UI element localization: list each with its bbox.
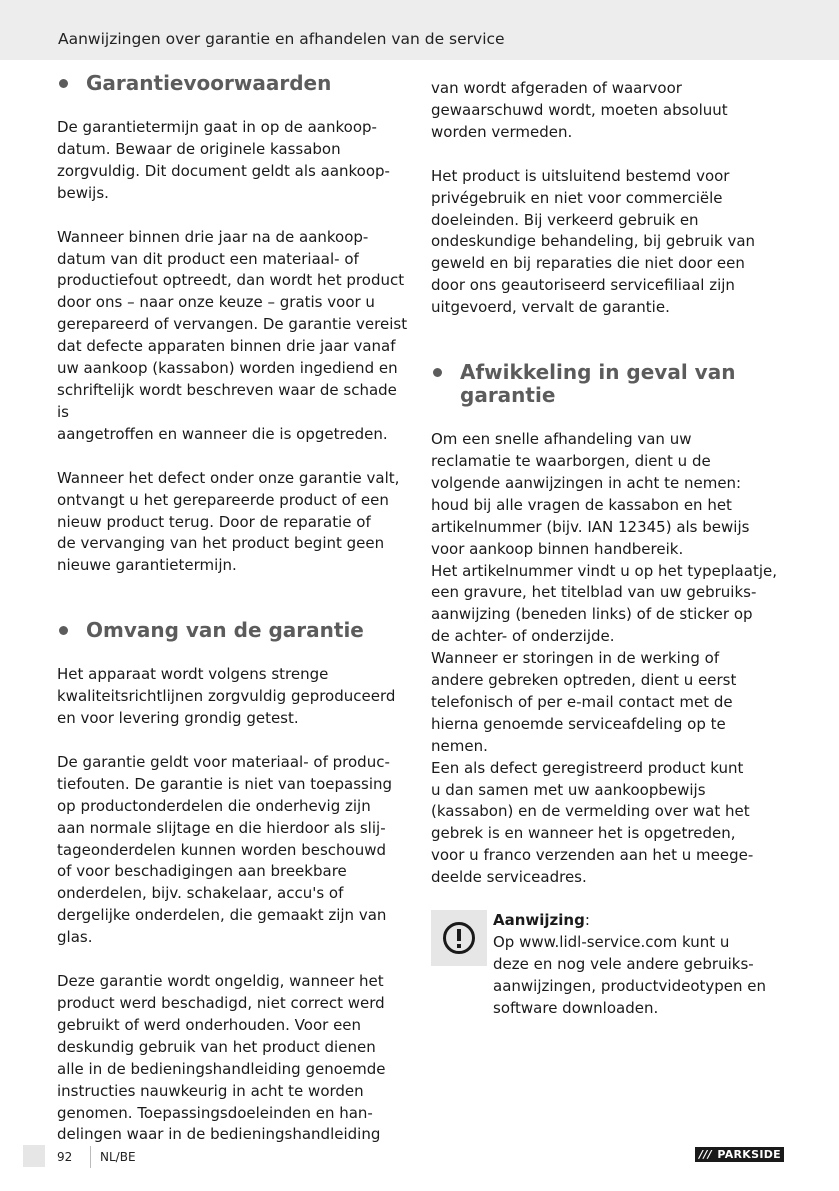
right-column [431, 78, 791, 1020]
note-title: Aanwijzing [493, 911, 585, 930]
note-box [431, 910, 791, 1020]
footer-marker [23, 1145, 45, 1167]
brand-logo [695, 1147, 784, 1162]
paragraph: De garantie geldt voor materiaal- of produc- tiefouten. De garantie is niet van toepassing op productonderdelen die onderhevig zijn aan normale slijtage en die hierdoor als slij- tageonderdelen kunnen worden beschouwd of voor beschadigingen aan breekbare onderdelen, bijv. schakelaar, accu's of dergelijke onderdelen, die gemaakt zijn van glas. [57, 752, 393, 947]
heading-afwikkeling [431, 361, 791, 407]
brand-slashes: /// [699, 1148, 712, 1161]
heading-text: Garantievoorwaarden [86, 71, 332, 95]
bullet-icon [59, 79, 68, 88]
paragraph: Wanneer binnen drie jaar na de aankoop- datum van dit product een materiaal- of productiefout optreedt, dan wordt het product door ons – naar onze keuze – gratis voor u gerepareerd of vervangen. De garantie vereist dat defecte apparaten binnen drie jaar vanaf uw aankoop (kassabon) worden ingediend en schriftelijk wordt beschreven waar de schade is aangetroffen en wanneer die is opgetreden. [57, 227, 408, 443]
bullet-icon [59, 626, 68, 635]
heading-text: Omvang van de garantie [86, 618, 364, 643]
bullet-icon [433, 368, 442, 377]
paragraph: Wanneer het defect onder onze garantie valt, ontvangt u het gerepareerde product of een nieuw product terug. Door de reparatie of de vervanging van het product begint geen nieuwe garantietermijn. [57, 468, 400, 575]
language-code: NL/BE [100, 1150, 136, 1164]
paragraph: van wordt afgeraden of waarvoor gewaarschuwd wordt, moeten absoluut worden vermeden. [431, 79, 728, 141]
heading-omvang-garantie [57, 619, 413, 642]
paragraph: Het apparaat wordt volgens strenge kwaliteitsrichtlijnen zorgvuldig geproduceerd en voor levering grondig getest. [57, 665, 396, 728]
left-column [57, 72, 413, 1146]
heading-text: Afwikkeling in geval van garantie [460, 360, 736, 408]
note-text [493, 910, 793, 1020]
paragraph: Het product is uitsluitend bestemd voor privégebruik en niet voor commerciële doeleinden. Bij verkeerd gebruik en ondeskundige behandeling, bij gebruik van geweld en bij reparaties die niet door een door ons geautoriseerd servicefiliaal zijn uitgevoerd, vervalt de garantie. [431, 166, 756, 317]
brand-name: PARKSIDE [717, 1148, 781, 1161]
note-body: Op www.lidl-service.com kunt u deze en nog vele andere gebruiks- aanwijzingen, productvideotypen en software downloaden. [493, 933, 767, 1017]
heading-garantievoorwaarden [57, 72, 413, 95]
warning-icon [431, 910, 487, 966]
paragraph: Deze garantie wordt ongeldig, wanneer het product werd beschadigd, niet correct werd gebruikt of werd onderhouden. Voor een deskundig gebruik van het product dienen alle in de bedieningshandleiding genoemde instructies nauwkeurig in acht te worden genomen. Toepassingsdoeleinden en han- delingen waar in de bedieningshandleiding [57, 972, 386, 1144]
page-header [0, 0, 839, 60]
footer-divider [90, 1146, 91, 1168]
header-title: Aanwijzingen over garantie en afhandelen van de service [58, 30, 505, 48]
paragraph: Om een snelle afhandeling van uw reclamatie te waarborgen, dient u de volgende aanwijzingen in acht te nemen: houd bij alle vragen de kassabon en het artikelnummer (bijv. IAN 12345) als bewijs voor aankoop binnen handbereik. Het artikelnummer vindt u op het typeplaatje, een gravure, het titelblad van uw gebruiks- aanwijzing (beneden links) of de sticker op de achter- of onderzijde. Wanneer er storingen in de werking of andere gebreken optreden, dient u eerst telefonisch of per e-mail contact met de hierna genoemde serviceafdeling op te nemen. Een als defect geregistreerd product kunt u dan samen met uw aankoopbewijs (kassabon) en de vermelding over wat het gebrek is en wanneer het is opgetreden, voor u franco verzenden aan het u meege- deelde serviceadres. [431, 430, 777, 887]
note-colon: : [584, 911, 590, 930]
paragraph: De garantietermijn gaat in op de aankoop- datum. Bewaar de originele kassabon zorgvuldig. Dit document geldt als aankoop- bewijs. [57, 118, 390, 202]
page-number: 92 [57, 1150, 73, 1164]
